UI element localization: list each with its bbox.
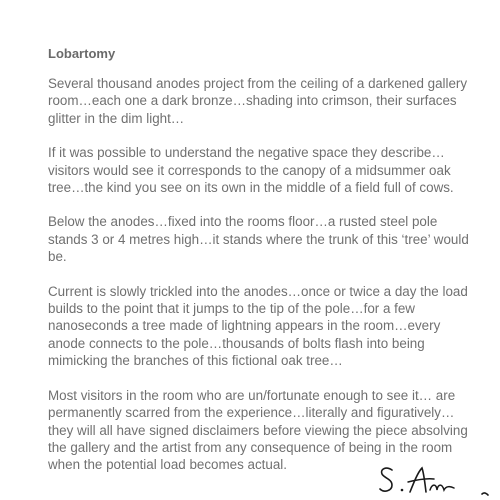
signature-icon xyxy=(378,460,500,500)
paragraph-2: If it was possible to understand the negative space they describe… visitors would see it corresponds to the canopy of a midsummer oak tree…the kind you see on its own in the middle of a field full of cows. xyxy=(48,145,454,196)
paragraph-3: Below the anodes…fixed into the rooms floor…a rusted steel pole stands 3 or 4 metres high…it stands where the trunk of this ‘tree’ would be. xyxy=(48,214,469,265)
paragraph-5: Most visitors in the room who are un/fortunate enough to see it… are permanently scarred from the experience…literally and figuratively…they will all have signed disclaimers before viewing the piece absolving the gallery and the artist from any consequence of being in the room when the potential load becomes actual. xyxy=(48,387,468,473)
document-title: Lobartomy xyxy=(48,46,116,61)
paragraph-1: Several thousand anodes project from the ceiling of a darkened gallery room…each one a dark bronze…shading into crimson, their surfaces glitter in the dim light… xyxy=(48,76,468,126)
paragraph-4: Current is slowly trickled into the anodes…once or twice a day the load builds to the point that it jumps to the tip of the pole…for a few nanoseconds a tree made of lightning appears in the room…every anode connects to the pole…thousands of bolts flash into being mimicking the branches of this fictional oak tree… xyxy=(48,283,468,369)
